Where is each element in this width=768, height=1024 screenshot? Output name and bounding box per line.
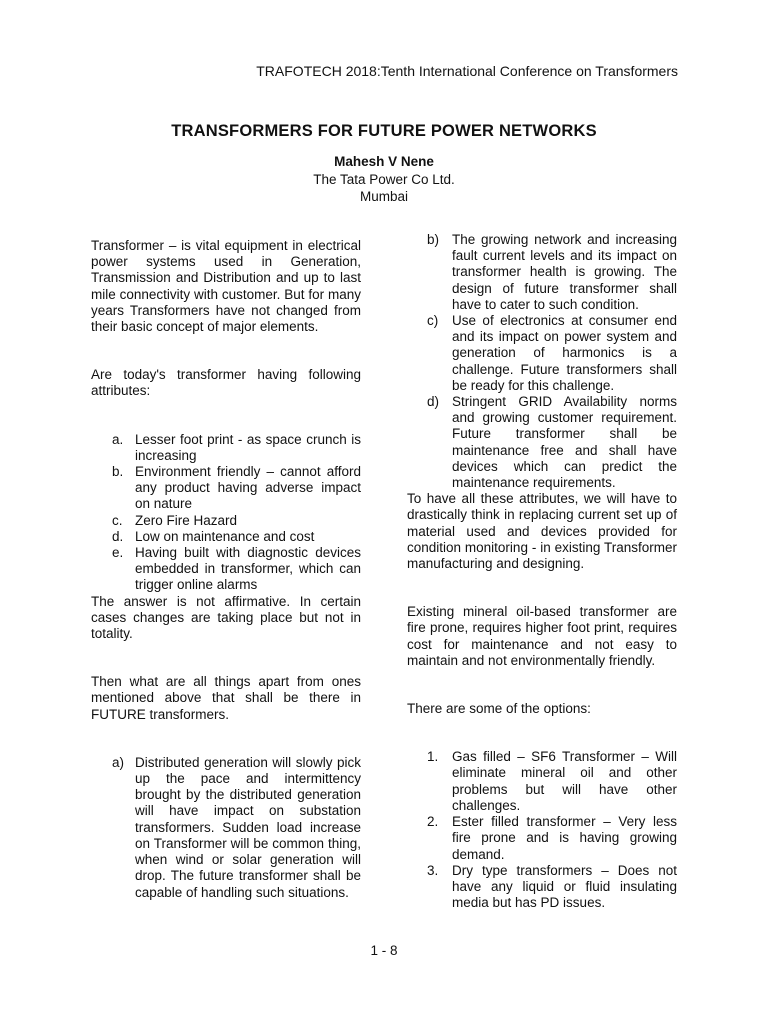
answer-paragraph: The answer is not affirmative. In certain cases changes are taking place but not in totality.: [91, 593, 361, 642]
author-name: Mahesh V Nene: [334, 154, 434, 169]
attributes-question: Are today's transformer having following attributes:: [91, 367, 361, 399]
list-item: 1. Gas filled – SF6 Transformer – Will eliminate mineral oil and other problems but will have other challenges.: [427, 749, 677, 813]
affiliation-company: The Tata Power Co Ltd.: [313, 172, 455, 187]
list-item: d) Stringent GRID Availability norms and growing customer requirement. Future transformer shall be maintenance free and shall have devices which can predict the maintenance requirements.: [427, 394, 677, 491]
options-intro: There are some of the options:: [407, 701, 591, 717]
existing-transformer-paragraph: Existing mineral oil-based transformer are fire prone, requires higher foot print, requires cost for maintenance and not easy to maintain and not environmentally friendly.: [407, 604, 677, 668]
attributes-list: [91, 432, 361, 594]
needs-list: [91, 755, 361, 901]
list-item: d. Low on maintenance and cost: [112, 528, 315, 544]
list-item: e. Having built with diagnostic devices embedded in transformer, which can trigger online alarms: [112, 545, 361, 593]
needs-list-continued: [407, 232, 677, 491]
list-item: c. Zero Fire Hazard: [112, 512, 238, 528]
list-item: 2. Ester filled transformer – Very less fire prone and is having growing demand.: [427, 814, 677, 862]
future-question-paragraph: Then what are all things apart from ones mentioned above that shall be there in FUTURE transformers.: [91, 674, 361, 722]
attributes-paragraph: To have all these attributes, we will have to drastically think in replacing current set up of material used and devices provided for condition monitoring - in existing Transformer manufacturing and designing.: [407, 491, 677, 572]
options-list: [407, 749, 677, 911]
affiliation-city: Mumbai: [359, 189, 408, 204]
list-item: a) Distributed generation will slowly pick up the pace and intermittency brought by the distributed generation will have impact on substation transformers. Sudden load increase on Transformer will be common thing, when wind or solar generation will drop. The future transformer shall be capable of handling such situations.: [112, 754, 361, 900]
list-item: 3. Dry type transformers – Does not have any liquid or fluid insulating media but has PD issues.: [427, 862, 677, 911]
list-item: b) The growing network and increasing fault current levels and its impact on transformer health is growing. The design of future transformer shall have to cater to such condition.: [427, 232, 677, 312]
right-column: [407, 232, 677, 911]
page-number: 1 - 8: [370, 943, 398, 958]
intro-paragraph: Transformer – is vital equipment in electrical power systems used in Generation, Transmission and Distribution and up to last mile connectivity with customer. But for many years Transformers have not changed from their basic concept of major elements.: [91, 238, 361, 335]
conference-header: TRAFOTECH 2018:Tenth International Conference on Transformers: [256, 63, 678, 79]
list-item: c) Use of electronics at consumer end and its impact on power system and generation of harmonics is a challenge. Future transformers shall be ready for this challenge.: [427, 313, 677, 393]
list-item: a. Lesser foot print - as space crunch is increasing: [112, 431, 361, 463]
paper-title: TRANSFORMERS FOR FUTURE POWER NETWORKS: [171, 122, 597, 140]
list-item: b. Environment friendly – cannot afford any product having adverse impact on nature: [112, 464, 361, 512]
left-column: [91, 238, 361, 901]
